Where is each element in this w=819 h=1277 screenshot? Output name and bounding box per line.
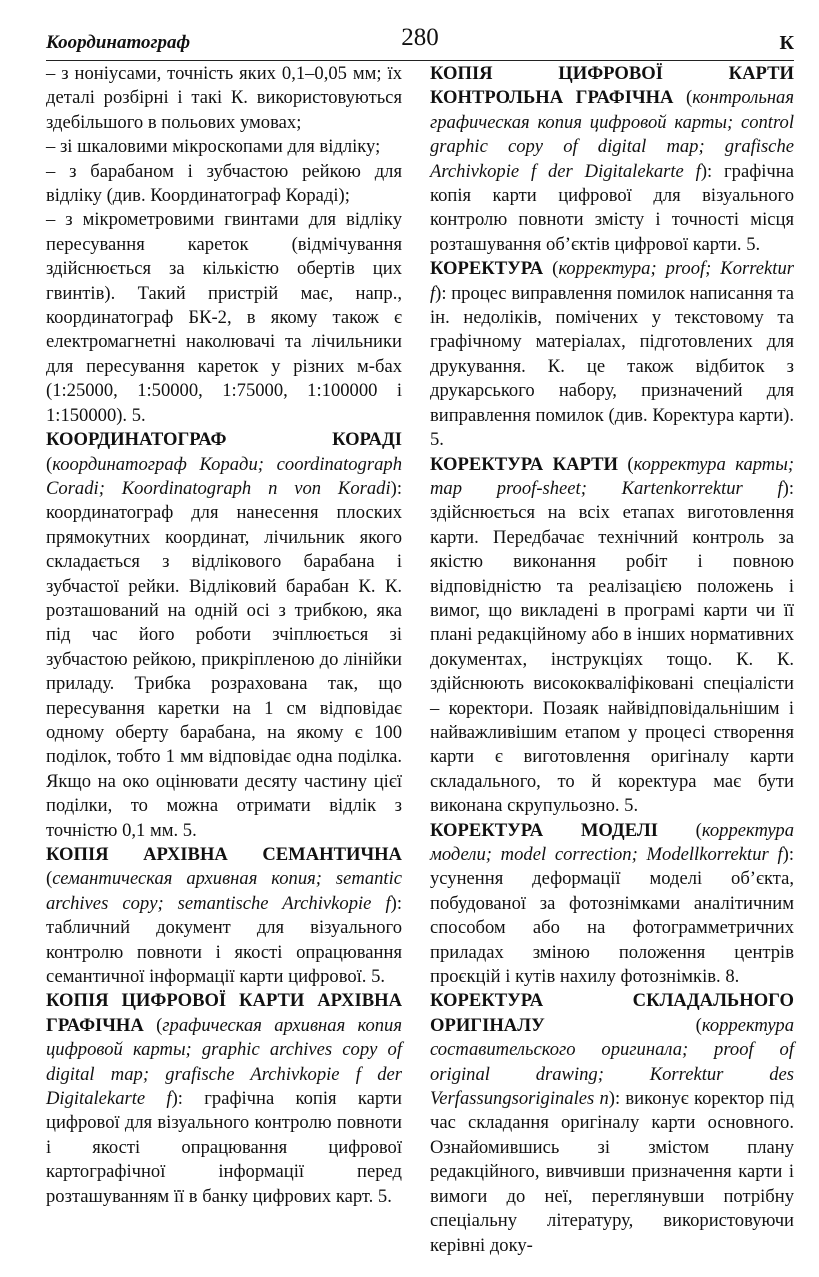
- dictionary-entry: КОРЕКТУРА (корректура; proof; Korrektur f): процес виправлення помилок написання та ін. недоліків, помічених у текстовому та графічному матеріалах, підготовлених для друкування. К. це також відбиток з друкарського набору, призначений для виправлення помилок (див. Коректура карти). 5.: [430, 258, 794, 451]
- entry-definition: координатограф для нанесення плоских прямокутних координат, лічильник якого складається з відлікового барабана і зубчастої рейки. Відліковий барабан К. К. розташований на одній осі з трибкою, яка під час його роботи зчіплюється зі зубчастою рейкою, прикріпленою до лінійки приладу. Трибка розрахована так, що пересування каретки на 1 см відповідає одному оберту барабана, на якому є 100 поділок, тобто 1 мм відповідає одна поділка. Якщо на око оцінювати десяту частину цієї поділки, то можна отримати відлік з точністю 0,1 мм. 5.: [46, 502, 402, 841]
- entry-definition: графічна копія карти цифрової для візуального контролю повноти і якості опрацювання цифрової картографічної інформації перед розташуванням її в банку цифрових карт. 5.: [46, 1088, 402, 1207]
- entry-term: КООРДИНАТОГРАФ КОРАДІ: [46, 429, 402, 451]
- text-paragraph: – з мікрометровими гвинтами для відліку пересування кареток (відмічування здійснюється за кількістю обертів цих гвинтів). Такий пристрій має, напр., координатограф БК-2, в якому також є електромагнетні наколювачі та лічильники для пересування кареток у різних м-бах (1:25000, 1:50000, 1:75000, 1:100000 і 1:150000). 5.: [46, 209, 402, 426]
- entry-translations: корректура составительского оригинала; proof of original drawing; Korrektur des Verfassungsoriginales n: [430, 1014, 794, 1110]
- header-rule: [46, 60, 794, 61]
- section-letter: К: [779, 32, 794, 54]
- entry-translations: корректура модели; model correction; Modellkorrektur f: [430, 819, 795, 865]
- page-number: 280: [401, 24, 439, 51]
- text-paragraph: – з ноніусами, точність яких 0,1–0,05 мм; їх деталі розбірні і такі К. використовуються здебільшого в польових умовах;: [46, 63, 402, 133]
- entry-term: КОРЕКТУРА СКЛАДАЛЬНОГО ОРИГІНАЛУ: [430, 990, 794, 1036]
- left-column: [46, 62, 402, 1209]
- dictionary-entry: КОПІЯ АРХІВНА СЕМАНТИЧНА (семантическая архивная копия; semantic archives copy; semantische Archivkopie f): табличний документ для візуального контролю повноти і якості опрацювання семантичної інформації карти цифрової. 5.: [46, 844, 402, 988]
- entry-term: КОРЕКТУРА: [430, 258, 544, 280]
- entry-term: КОРЕКТУРА МОДЕЛІ: [430, 819, 658, 841]
- entry-definition: процес виправлення помилок написання та ін. недоліків, помічених у текстовому та графічному матеріалах, підготовлених для друкування. К. це також відбиток з друкарського набору, призначений для виправлення помилок (див. Коректура карти). 5.: [430, 282, 794, 451]
- running-head: Координатограф: [46, 32, 191, 53]
- entry-translations: координатограф Коради; coordinatograph Coradi; Koordinatograph n von Koradi: [46, 453, 402, 499]
- right-column: [430, 62, 794, 1258]
- dictionary-entry: КОПІЯ ЦИФРОВОЇ КАРТИ АРХІВНА ГРАФІЧНА (графическая архивная копия цифровой карты; graphic archives copy of digital map; grafische Archivkopie f der Digitalekarte f): графічна копія карти цифрової для візуального контролю повноти і якості опрацювання цифрової картографічної інформації перед розташуванням її в банку цифрових карт. 5.: [46, 990, 402, 1207]
- page-header: [46, 24, 794, 58]
- entry-definition: графічна копія карти цифрової для візуального контролю повноти змісту і точності місця розташування об’єктів цифрової карти. 5.: [430, 160, 794, 255]
- entry-definition: табличний документ для візуального контролю повноти і якості опрацювання семантичної інформації карти цифрової. 5.: [46, 917, 402, 988]
- dictionary-entry: КООРДИНАТОГРАФ КОРАДІ (координатограф Коради; coordinatograph Coradi; Koordinatograph n von Koradi): координатограф для нанесення плоских прямокутних координат, лічильник якого складається з відлікового барабана і зубчастої рейки. Відліковий барабан К. К. розташований на одній осі з трибкою, яка під час його роботи зчіплюється зі зубчастою рейкою, прикріпленою до лінійки приладу. Трибка розрахована так, що пересування каретки на 1 см відповідає одному оберту барабана, на якому є 100 поділок, тобто 1 мм відповідає одна поділка. Якщо на око оцінювати десяту частину цієї поділки, то можна отримати відлік з точністю 0,1 мм. 5.: [46, 429, 402, 841]
- entry-translations: семантическая архивная копия; semantic archives copy; semantische Archivkopie f: [46, 868, 402, 914]
- text-paragraph: – зі шкаловими мікроскопами для відліку;: [46, 136, 381, 158]
- dictionary-entry: КОРЕКТУРА КАРТИ (корректура карты; map proof-sheet; Kartenkorrektur f): здійснюється на всіх етапах виготовлення карти. Передбачає технічний контроль за якістю виконання робіт і повною відповідністю та реалізацією положень і вимог, що викладені в програмі карти чи її плані редакційному або в інших нормативних документах, інструкціях тощо. К. К. здійснюють висококваліфіковані спеціалісти – коректори. Позаяк найвідповідальнішим і найважливішим етапом у процесі створення карти є виготовлення оригіналу карти складального, то й коректура має бути виконана скрупульозно. 5.: [430, 453, 795, 817]
- entry-term: КОПІЯ ЦИФРОВОЇ КАРТИ КОНТРОЛЬНА ГРАФІЧНА: [430, 63, 794, 109]
- entry-definition: виконує коректор під час складання оригіналу карти основного. Ознайомившись зі змістом плану редакційного, вивчивши призначення карти і вимоги до неї, переглянувши потрібну спеціальну літературу, використовуючи керівні доку-: [430, 1088, 795, 1256]
- entry-translations: корректура; proof; Korrektur f: [430, 258, 794, 304]
- entry-term: КОПІЯ АРХІВНА СЕМАНТИЧНА: [46, 844, 402, 865]
- dictionary-entry: КОРЕКТУРА СКЛАДАЛЬНОГО ОРИГІНАЛУ (корректура составительского оригинала; proof of original drawing; Korrektur des Verfassungsoriginales n): виконує коректор під час складання оригіналу карти основного. Ознайомившись зі змістом плану редакційного, вивчивши призначення карти і вимоги до неї, переглянувши потрібну спеціальну літературу, використовуючи керівні доку-: [430, 990, 795, 1256]
- entry-term: КОПІЯ ЦИФРОВОЇ КАРТИ АРХІВНА ГРАФІЧНА: [46, 990, 402, 1036]
- entry-term: КОРЕКТУРА КАРТИ: [430, 453, 618, 475]
- dictionary-entry: КОРЕКТУРА МОДЕЛІ (корректура модели; model correction; Modellkorrektur f): усунення деформації моделі об’єкта, побудованої за фотознімками аналітичним способом або на фотограмметричних приладах зміною положення центрів проєкцій і кутів нахилу фотознімків. 8.: [430, 819, 795, 988]
- entry-definition: здійснюється на всіх етапах виготовлення карти. Передбачає технічний контроль за якістю виконання робіт і повною відповідністю та реалізацією положень і вимог, що викладені в програмі карти чи її плані редакційному або в інших нормативних документах, інструкціях тощо. К. К. здійснюють висококваліфіковані спеціалісти – коректори. Позаяк найвідповідальнішим і найважливішим етапом у процесі створення карти є виготовлення оригіналу карти складального, то й коректура має бути виконана скрупульозно. 5.: [430, 502, 794, 817]
- entry-translations: графическая архивная копия цифровой карты; graphic archives copy of digital map; grafische Archivkopie f der Digitalekarte f: [46, 1014, 402, 1110]
- entry-definition: усунення деформації моделі об’єкта, побудованої за фотознімками аналітичним способом або на фотограмметричних приладах зміною положення центрів проєкцій і кутів нахилу фотознімків. 8.: [430, 868, 794, 988]
- text-paragraph: – з барабаном і зубчастою рейкою для відліку (див. Координатограф Кораді);: [46, 160, 402, 207]
- entry-translations: корректура карты; map proof-sheet; Kartenkorrektur f: [430, 453, 795, 499]
- entry-translations: контрольная графическая копия цифровой карты; control graphic copy of digital map; grafische Archivkopie f der Digitalekarte f: [430, 87, 794, 182]
- dictionary-entry: КОПІЯ ЦИФРОВОЇ КАРТИ КОНТРОЛЬНА ГРАФІЧНА (контрольная графическая копия цифровой карты; control graphic copy of digital map; grafische Archivkopie f der Digitalekarte f): графічна копія карти цифрової для візуального контролю повноти змісту і точності місця розташування об’єктів цифрової карти. 5.: [430, 63, 794, 255]
